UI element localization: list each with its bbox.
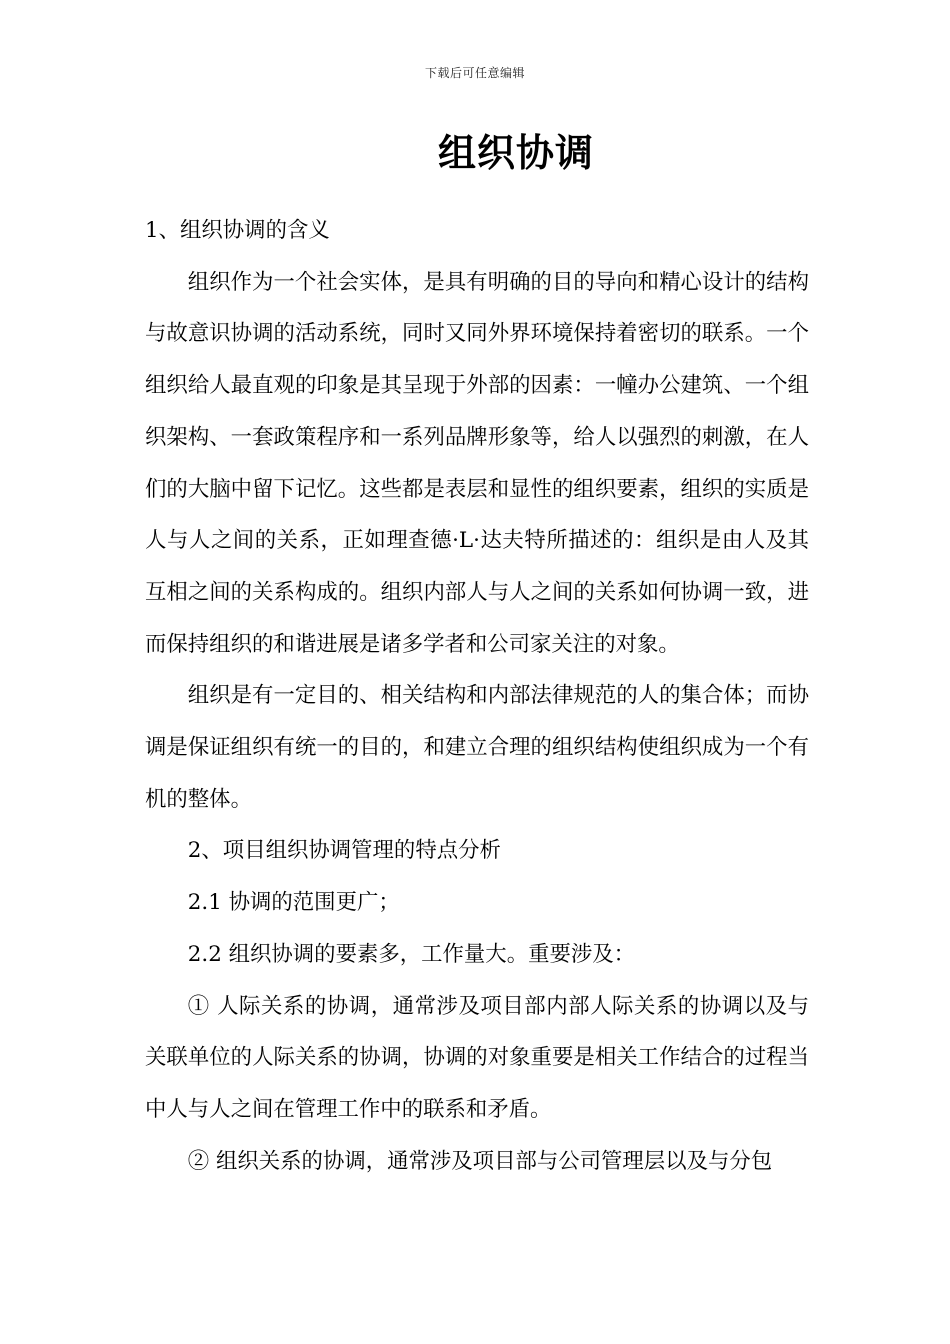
paragraph: 组织作为一个社会实体，是具有明确的目的导向和精心设计的结构与故意识协调的活动系统，同时又同外界环境保持着密切的联系。一个组织给人最直观的印象是其呈现于外部的因素：一幢办公建筑、一个组织架构、一套政策程序和一系列品牌形象等，给人以强烈的刺激，在人们的大脑中留下记忆。这些都是表层和显性的组织要素，组织的实质是人与人之间的关系，正如理查德·L·达夫特所描述的：组织是由人及其互相之间的关系构成的。组织内部人与人之间的关系如何协调一致，进而保持组织的和谐进展是诸多学者和公司家关注的对象。 [145, 269, 809, 657]
section-heading-2: 2、项目组织协调管理的特点分析 [187, 838, 501, 864]
subsection-2-1: 2.1 协调的范围更广； [187, 890, 400, 916]
document-body [145, 205, 809, 1187]
list-item-1: ① 人际关系的协调，通常涉及项目部内部人际关系的协调以及与关联单位的人际关系的协调，协调的对象重要是相关工作结合的过程当中人与人之间在管理工作中的联系和矛盾。 [145, 993, 809, 1122]
header-note: 下载后可任意编辑 [424, 66, 525, 80]
section-heading-1: 1、组织协调的含义 [145, 218, 330, 243]
subsection-2-2: 2.2 组织协调的要素多，工作量大。重要涉及： [187, 941, 636, 967]
document-title: 组织协调 [437, 131, 594, 175]
paragraph: 组织是有一定目的、相关结构和内部法律规范的人的集合体；而协调是保证组织有统一的目的，和建立合理的组织结构使组织成为一个有机的整体。 [145, 683, 809, 812]
list-item-2: ② 组织关系的协调，通常涉及项目部与公司管理层以及与分包 [187, 1148, 773, 1174]
